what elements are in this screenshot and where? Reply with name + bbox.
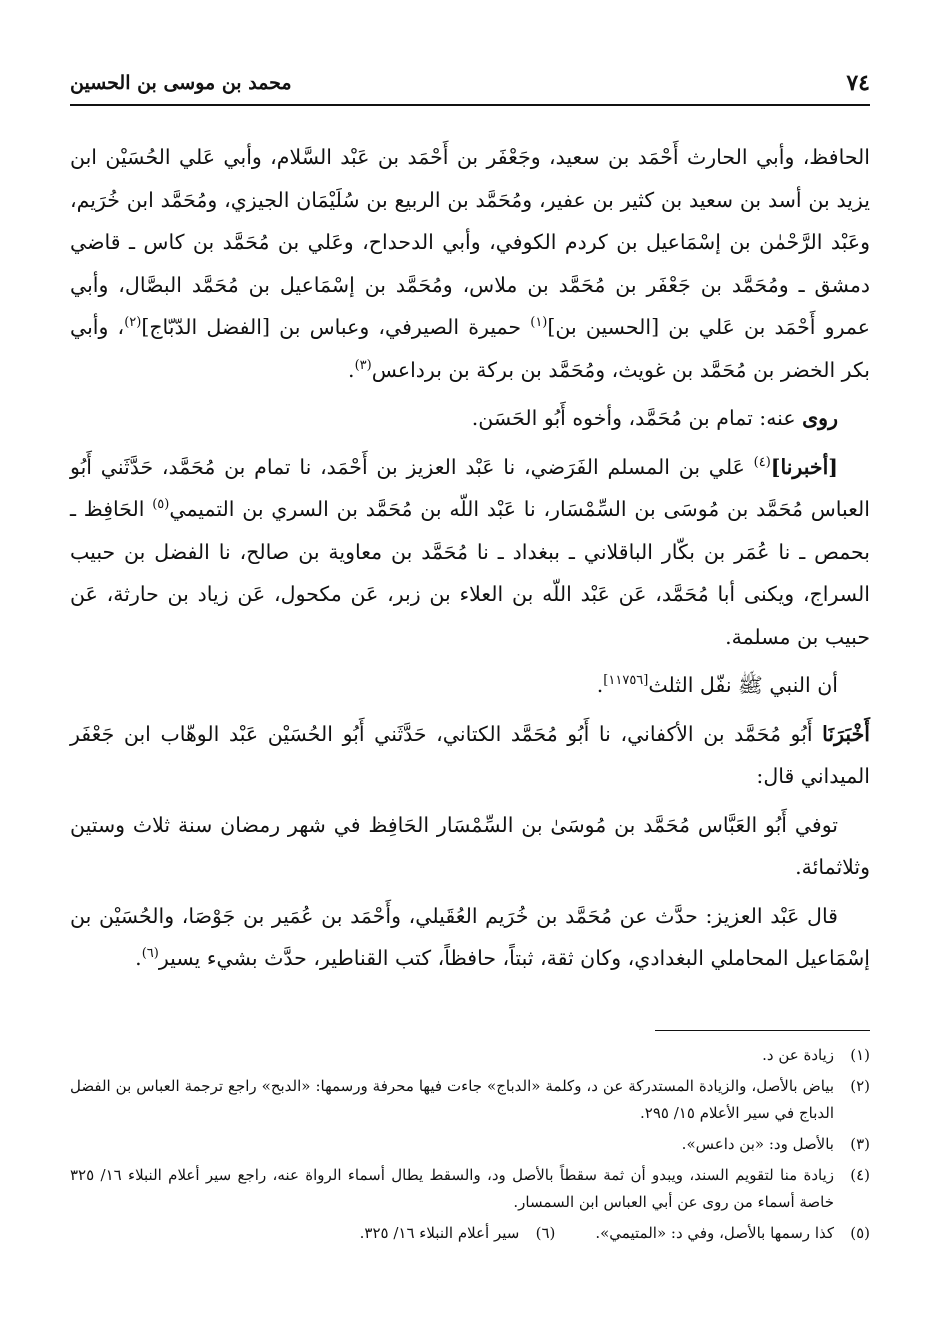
- paragraph-text: .: [135, 946, 142, 970]
- footnote-marker: (٢): [124, 315, 142, 331]
- footnote-divider: [655, 1030, 870, 1031]
- paragraph-hadith: [70, 664, 870, 707]
- paragraph-narrators: [70, 397, 870, 440]
- paragraph-biography: [70, 136, 870, 391]
- paragraph-text: .: [596, 673, 604, 697]
- paragraph-text: أن النبي ﷺ نفّل الثلث: [648, 673, 838, 697]
- footnotes: [70, 1042, 870, 1251]
- running-title: محمد بن موسى بن الحسين: [70, 72, 292, 94]
- footnote-number: (٥): [850, 1224, 870, 1242]
- footnote-number: (٦): [535, 1224, 556, 1242]
- footnote-marker: (٤): [753, 454, 771, 470]
- paragraph-isnad: [70, 446, 870, 659]
- footnote-text: زيادة منا لتقويم السند، ويبدو أن ثمة سقطاً بالأصل ود، والسقط يطال أسماء الرواة عنه، راجع سير أعلام النبلاء ١٦/ ٣٢٥ خاصة أسماء من روى عن أبي العباس ابن السمسار.: [70, 1166, 834, 1211]
- footnote-text: زيادة عن د.: [762, 1046, 834, 1064]
- paragraph-abdulaziz: [70, 895, 870, 980]
- footnote: [70, 1220, 870, 1247]
- footnote-marker: (١): [530, 315, 548, 331]
- paragraph-text: أَبُو مُحَمَّد بن الأكفاني، نا أَبُو مُحَمَّد الكتاني، حَدَّثَني أَبُو الحُسَيْن عَبْد الوهّاب ابن جَعْفَر الميداني قال:: [70, 721, 870, 788]
- lead-word: [أخبرنا]: [770, 454, 838, 479]
- paragraph-text: عنه: تمام بن مُحَمَّد، وأخوه أَبُو الحَسَن.: [471, 406, 796, 430]
- footnote-text: سير أعلام النبلاء ١٦/ ٣٢٥.: [359, 1224, 520, 1242]
- paragraph-text: عَلي بن المسلم الفَرَضي، نا عَبْد العزيز بن أَحْمَد، نا تمام بن مُحَمَّد، حَدَّثَني أَبُو العباس مُحَمَّد بن مُوسَى بن السِّمْسَار، نا عَبْد اللّه بن مُحَمَّد بن السري بن التميمي: [70, 454, 870, 521]
- footnote: [70, 1042, 870, 1069]
- footnote-marker: (٦): [141, 946, 159, 962]
- paragraph-text: .: [348, 357, 355, 382]
- footnote: [70, 1073, 870, 1127]
- footnote-text: كذا رسمها بالأصل، وفي د: «المتيمي».: [595, 1224, 834, 1242]
- paragraph-text: حميرة الصيرفي، وعباس بن [الفضل الدّبّاج]: [141, 315, 522, 339]
- paragraph-isnad-2: [70, 713, 870, 798]
- footnote: [70, 1131, 870, 1158]
- footnote-number: (١): [850, 1046, 870, 1064]
- footnote: [70, 1162, 870, 1216]
- paragraph-death: [70, 804, 870, 889]
- footnote-text: بالأصل ود: «بن داعس».: [681, 1135, 834, 1153]
- paragraph-text: الحَافِظ ـ بحمص ـ نا عُمَر بن بكّار الباقلاني ـ ببغداد ـ نا مُحَمَّد بن معاوية بن صالح، نا الفضل بن حبيب السراج، ويكنى أبا مُحَمَّد، عَن عَبْد اللّه بن العلاء بن زبر، عَن مكحول، عَن زياد بن حارثة، عَن حبيب بن مسلمة.: [70, 497, 870, 649]
- paragraph-text: ، وأبي بكر الخضر بن مُحَمَّد بن غويث، ومُحَمَّد بن بركة بن برداعس: [70, 315, 870, 382]
- footnote-number: (٢): [850, 1077, 870, 1095]
- paragraph-text: الحافظ، وأبي الحارث أَحْمَد بن سعيد، وجَعْفَر بن أَحْمَد بن عَبْد السَّلام، وأبي عَلي الحُسَيْن ابن يزيد بن أسد بن سعيد بن كثير بن عفير، ومُحَمَّد بن الربيع بن سُلَيْمَان الجيزي، ومُحَمَّد ابن خُرَيم، وعَبْد الرَّحْمٰن بن إسْمَاعيل بن كردم الكوفي، وأبي الدحداح، وعَلي بن مُحَمَّد بن كاس ـ قاضي دمشق ـ ومُحَمَّد بن جَعْفَر بن مُحَمَّد بن ملاس، ومُحَمَّد بن إسْمَاعيل بن مُحَمَّد البصَّال، وأبي عمرو أَحْمَد بن عَلي بن [الحسين بن]: [70, 145, 870, 339]
- footnote-marker: (٥): [152, 497, 170, 513]
- footnote-marker: (٣): [354, 357, 372, 373]
- lead-word: أَخْبَرَنَا: [822, 721, 870, 746]
- page-number: ٧٤: [846, 70, 870, 96]
- paragraph-text: قال عَبْد العزيز: حدَّث عن مُحَمَّد بن خُرَيم العُقَيلي، وأَحْمَد بن عُمَير بن جَوْصَا، والحُسَيْن بن إسْمَاعيل المحاملي البغدادي، وكان ثقة، ثبتاً، حافظاً، كتب القناطير، حدَّث بشيء يسير: [70, 903, 870, 970]
- hadith-reference: [١١٧٥٦]: [603, 673, 649, 689]
- footnote-number: (٣): [850, 1135, 870, 1153]
- main-text: [70, 136, 870, 986]
- paragraph-text: توفي أَبُو العَبَّاس مُحَمَّد بن مُوسَىٰ بن السِّمْسَار الحَافِظ في شهر رمضان سنة ثلاث وستين وثلاثمائة.: [70, 812, 870, 879]
- footnote-number: (٤): [850, 1166, 870, 1184]
- page-header: [70, 64, 870, 106]
- footnote-text: بياض بالأصل، والزيادة المستدركة عن د، وكلمة «الدباج» جاءت فيها محرفة ورسمها: «الدبح» راجع ترجمة العباس بن الفضل الدباج في سير الأعلام ١٥/ ٢٩٥.: [70, 1077, 834, 1122]
- lead-word: روى: [802, 406, 838, 430]
